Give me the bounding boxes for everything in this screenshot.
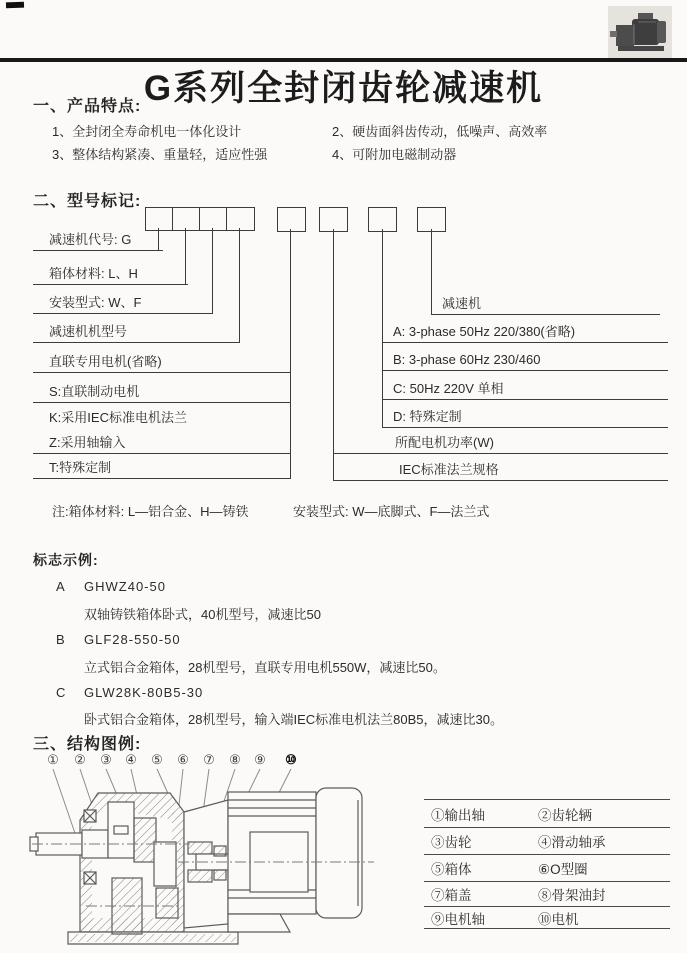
field-label: 减速机代号: G bbox=[33, 232, 163, 251]
part-label: ④滑动轴承 bbox=[538, 835, 606, 850]
example-code: GLW28K-80B5-30 bbox=[84, 685, 204, 700]
field-label: IEC标准法兰规格 bbox=[333, 462, 668, 481]
example-desc: 立式铝合金箱体，28机型号，直联专用电机550W，减速比50。 bbox=[84, 660, 446, 675]
feature-item: 3、整体结构紧凑、重量轻，适应性强 bbox=[52, 147, 268, 162]
page-title: G系列全封闭齿轮减速机 bbox=[143, 69, 544, 108]
field-label: A: 3-phase 50Hz 220/380(省略) bbox=[383, 324, 668, 343]
callout-1: ① bbox=[47, 752, 59, 767]
example-letter: C bbox=[56, 685, 66, 700]
callout-10: ⑩ bbox=[285, 752, 297, 767]
features-heading: 一、产品特点: bbox=[33, 98, 142, 115]
callout-8: ⑧ bbox=[229, 752, 241, 767]
model-marking-heading: 二、型号标记: bbox=[33, 193, 142, 210]
feature-item: 1、全封闭全寿命机电一体化设计 bbox=[52, 124, 242, 139]
part-label: ②齿轮辆 bbox=[538, 807, 592, 823]
code-box-3 bbox=[199, 207, 228, 231]
scan-corner-mark bbox=[6, 2, 24, 9]
callout-3: ③ bbox=[100, 752, 112, 767]
field-label: S:直联制动电机 bbox=[33, 384, 290, 403]
motor-section bbox=[184, 788, 362, 932]
callout-4: ④ bbox=[125, 752, 137, 767]
callout-numbers bbox=[47, 752, 297, 767]
structure-heading: 三、结构图例: bbox=[33, 736, 142, 753]
field-label: D: 特殊定制 bbox=[383, 409, 668, 428]
example-desc: 卧式铝合金箱体，28机型号，输入端IEC标准电机法兰80B5，减速比30。 bbox=[84, 712, 503, 727]
field-label: 减速机机型号 bbox=[33, 324, 240, 343]
callout-2: ② bbox=[74, 752, 86, 767]
part-label: ⑩电机 bbox=[538, 911, 579, 927]
feature-item: 2、硬齿面斜齿传动，低噪声、高效率 bbox=[332, 124, 548, 139]
material-note: 注:箱体材料: L—铝合金、H—铸铁 bbox=[52, 504, 249, 519]
field-label: 直联专用电机(省略) bbox=[33, 354, 290, 373]
part-label: ⑧骨架油封 bbox=[538, 888, 606, 903]
parts-table bbox=[424, 799, 670, 929]
field-label: 所配电机功率(W) bbox=[333, 435, 668, 454]
field-label: 箱体材料: L、H bbox=[33, 266, 188, 285]
part-label: ⑦箱盖 bbox=[431, 888, 472, 903]
gear-motor-photo bbox=[608, 6, 672, 58]
example-code: GHWZ40-50 bbox=[84, 579, 166, 594]
feature-item: 4、可附加电磁制动器 bbox=[332, 147, 457, 162]
part-label: ③齿轮 bbox=[431, 835, 472, 850]
examples-heading: 标志示例: bbox=[33, 552, 99, 568]
connector-line bbox=[290, 229, 291, 479]
callout-6: ⑥ bbox=[177, 752, 189, 767]
field-label: 安装型式: W、F bbox=[33, 295, 213, 314]
cross-section-drawing bbox=[28, 746, 423, 948]
code-box-4 bbox=[226, 207, 255, 231]
field-label: T:特殊定制 bbox=[33, 460, 290, 479]
code-box-1 bbox=[145, 207, 174, 231]
part-label: ⑨电机轴 bbox=[431, 911, 485, 927]
part-label: ①输出轴 bbox=[431, 807, 485, 823]
callout-5: ⑤ bbox=[151, 752, 163, 767]
example-code: GLF28-550-50 bbox=[84, 632, 181, 647]
mounting-note: 安装型式: W—底脚式、F—法兰式 bbox=[293, 504, 490, 519]
field-label: C: 50Hz 220V 单相 bbox=[383, 381, 668, 400]
table-row bbox=[424, 906, 670, 929]
table-row bbox=[424, 881, 670, 906]
table-row bbox=[424, 799, 670, 827]
code-box-5 bbox=[277, 207, 306, 232]
part-label: ⑤箱体 bbox=[431, 862, 472, 877]
table-row bbox=[424, 854, 670, 881]
field-label: K:采用IEC标准电机法兰 bbox=[49, 410, 187, 425]
callout-9: ⑨ bbox=[254, 752, 266, 767]
field-label: 减速机 bbox=[432, 296, 660, 315]
field-label: B: 3-phase 60Hz 230/460 bbox=[383, 352, 668, 371]
callout-7: ⑦ bbox=[203, 752, 215, 767]
example-desc: 双轴铸铁箱体卧式，40机型号，减速比50 bbox=[84, 607, 321, 622]
part-label: ⑥O型圈 bbox=[538, 862, 588, 877]
code-box-2 bbox=[172, 207, 201, 231]
example-letter: B bbox=[56, 632, 65, 647]
table-row bbox=[424, 827, 670, 854]
example-letter: A bbox=[56, 579, 65, 594]
field-label: Z:采用轴输入 bbox=[33, 435, 290, 454]
